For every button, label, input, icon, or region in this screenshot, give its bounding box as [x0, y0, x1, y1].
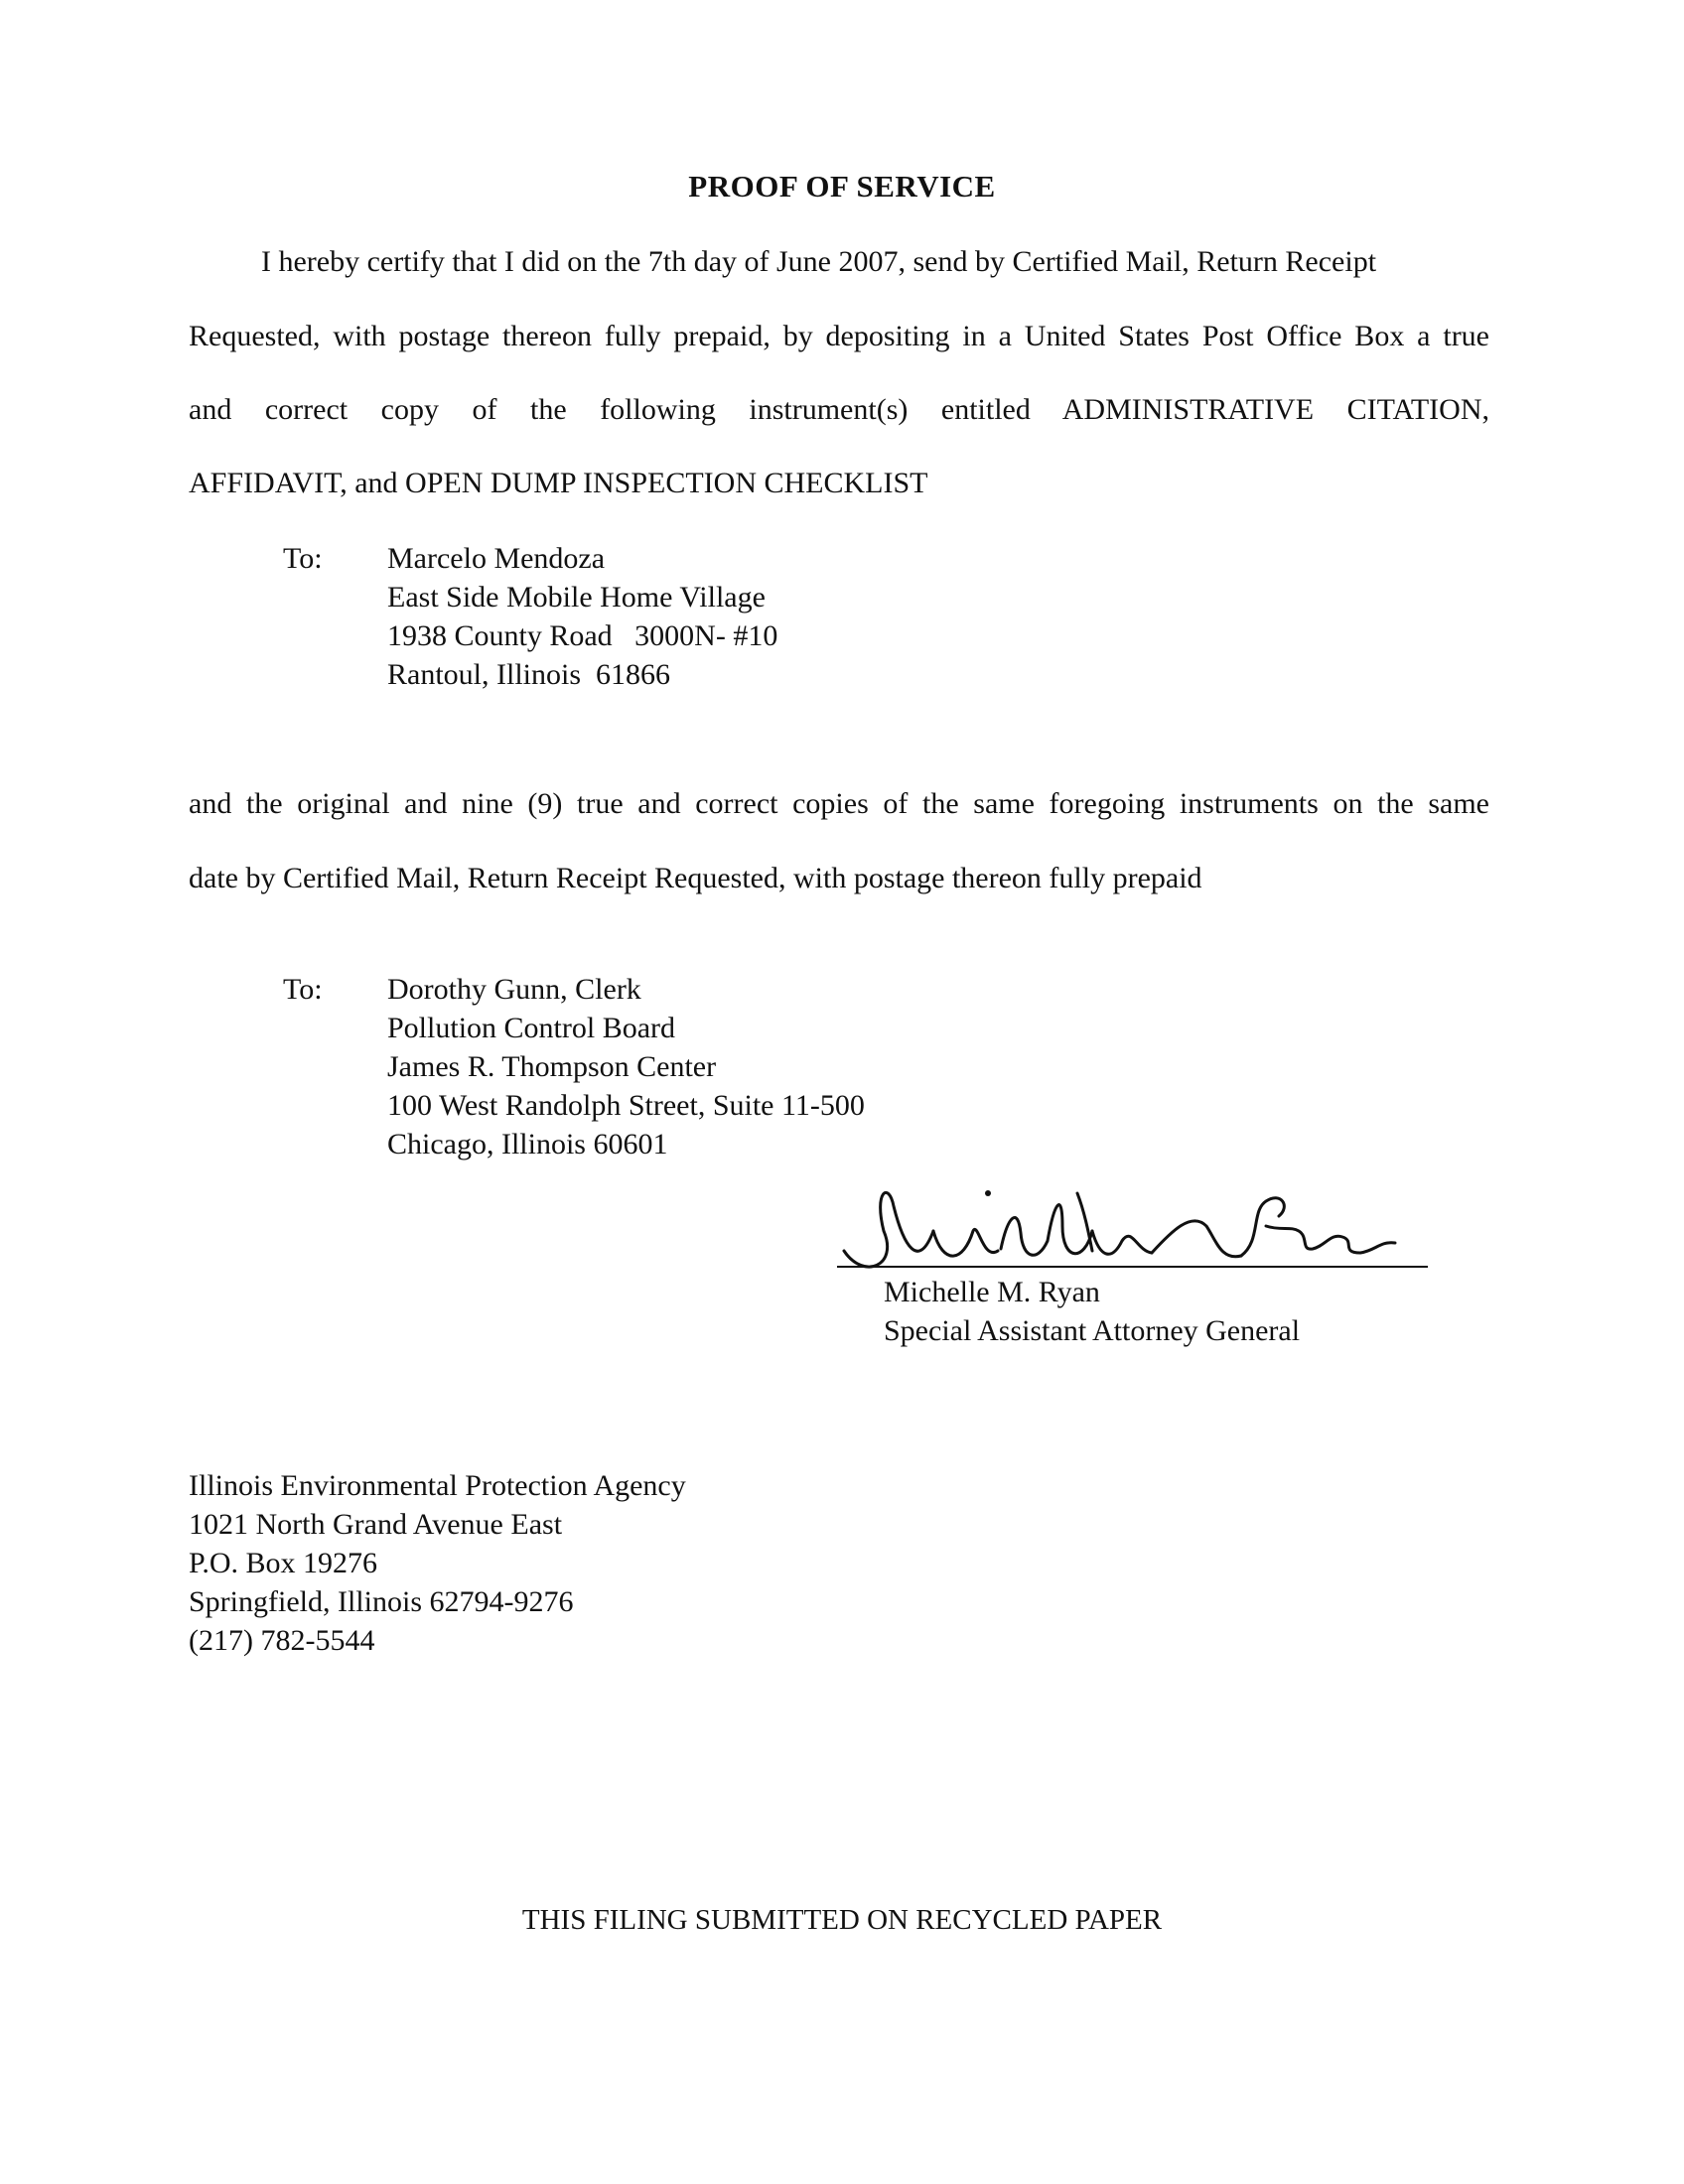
agency-line: (217) 782-5544: [189, 1624, 375, 1657]
agency-address: [189, 1466, 686, 1660]
agency-line: Springfield, Illinois 62794-9276: [189, 1585, 574, 1618]
address-line: 1938 County Road 3000N- #10: [387, 619, 778, 652]
signer-block: [884, 1273, 1300, 1350]
paragraph1-line2: Requested, with postage thereon fully prepaid, by depositing in a United States Post Office Box a true: [189, 320, 1489, 352]
agency-line: Illinois Environmental Protection Agency: [189, 1469, 686, 1502]
signer-name: Michelle M. Ryan: [884, 1276, 1100, 1308]
address-line: Chicago, Illinois 60601: [387, 1128, 668, 1160]
paragraph2-line2: date by Certified Mail, Return Receipt Requested, with postage thereon fully prepaid: [189, 862, 1202, 894]
recipient1-address: [387, 539, 777, 694]
recipient2-to-label: To:: [283, 973, 323, 1006]
signer-title: Special Assistant Attorney General: [884, 1314, 1301, 1347]
paragraph1-line3: and correct copy of the following instrument(s) entitled ADMINISTRATIVE CITATION,: [189, 393, 1489, 426]
address-line: James R. Thompson Center: [387, 1050, 717, 1083]
paragraph1-line4: AFFIDAVIT, and OPEN DUMP INSPECTION CHECKLIST: [189, 467, 928, 499]
address-line: East Side Mobile Home Village: [387, 581, 766, 614]
address-line: Dorothy Gunn, Clerk: [387, 973, 641, 1006]
document-title: PROOF OF SERVICE: [688, 169, 996, 204]
recipient2-address: [387, 970, 865, 1163]
handwritten-signature: [824, 1171, 1440, 1281]
signature-line: [837, 1266, 1428, 1268]
paragraph2-line1: and the original and nine (9) true and correct copies of the same foregoing instruments on the same: [189, 787, 1489, 820]
agency-line: 1021 North Grand Avenue East: [189, 1508, 563, 1541]
address-line: 100 West Randolph Street, Suite 11-500: [387, 1089, 865, 1122]
address-line: Marcelo Mendoza: [387, 542, 606, 575]
recycled-paper-notice: THIS FILING SUBMITTED ON RECYCLED PAPER: [521, 1904, 1163, 1936]
recipient1-to-label: To:: [283, 542, 323, 575]
address-line: Pollution Control Board: [387, 1012, 676, 1044]
agency-line: P.O. Box 19276: [189, 1547, 378, 1579]
paragraph1-line1: I hereby certify that I did on the 7th day of June 2007, send by Certified Mail, Return Receipt: [261, 245, 1377, 278]
address-line: Rantoul, Illinois 61866: [387, 658, 670, 691]
